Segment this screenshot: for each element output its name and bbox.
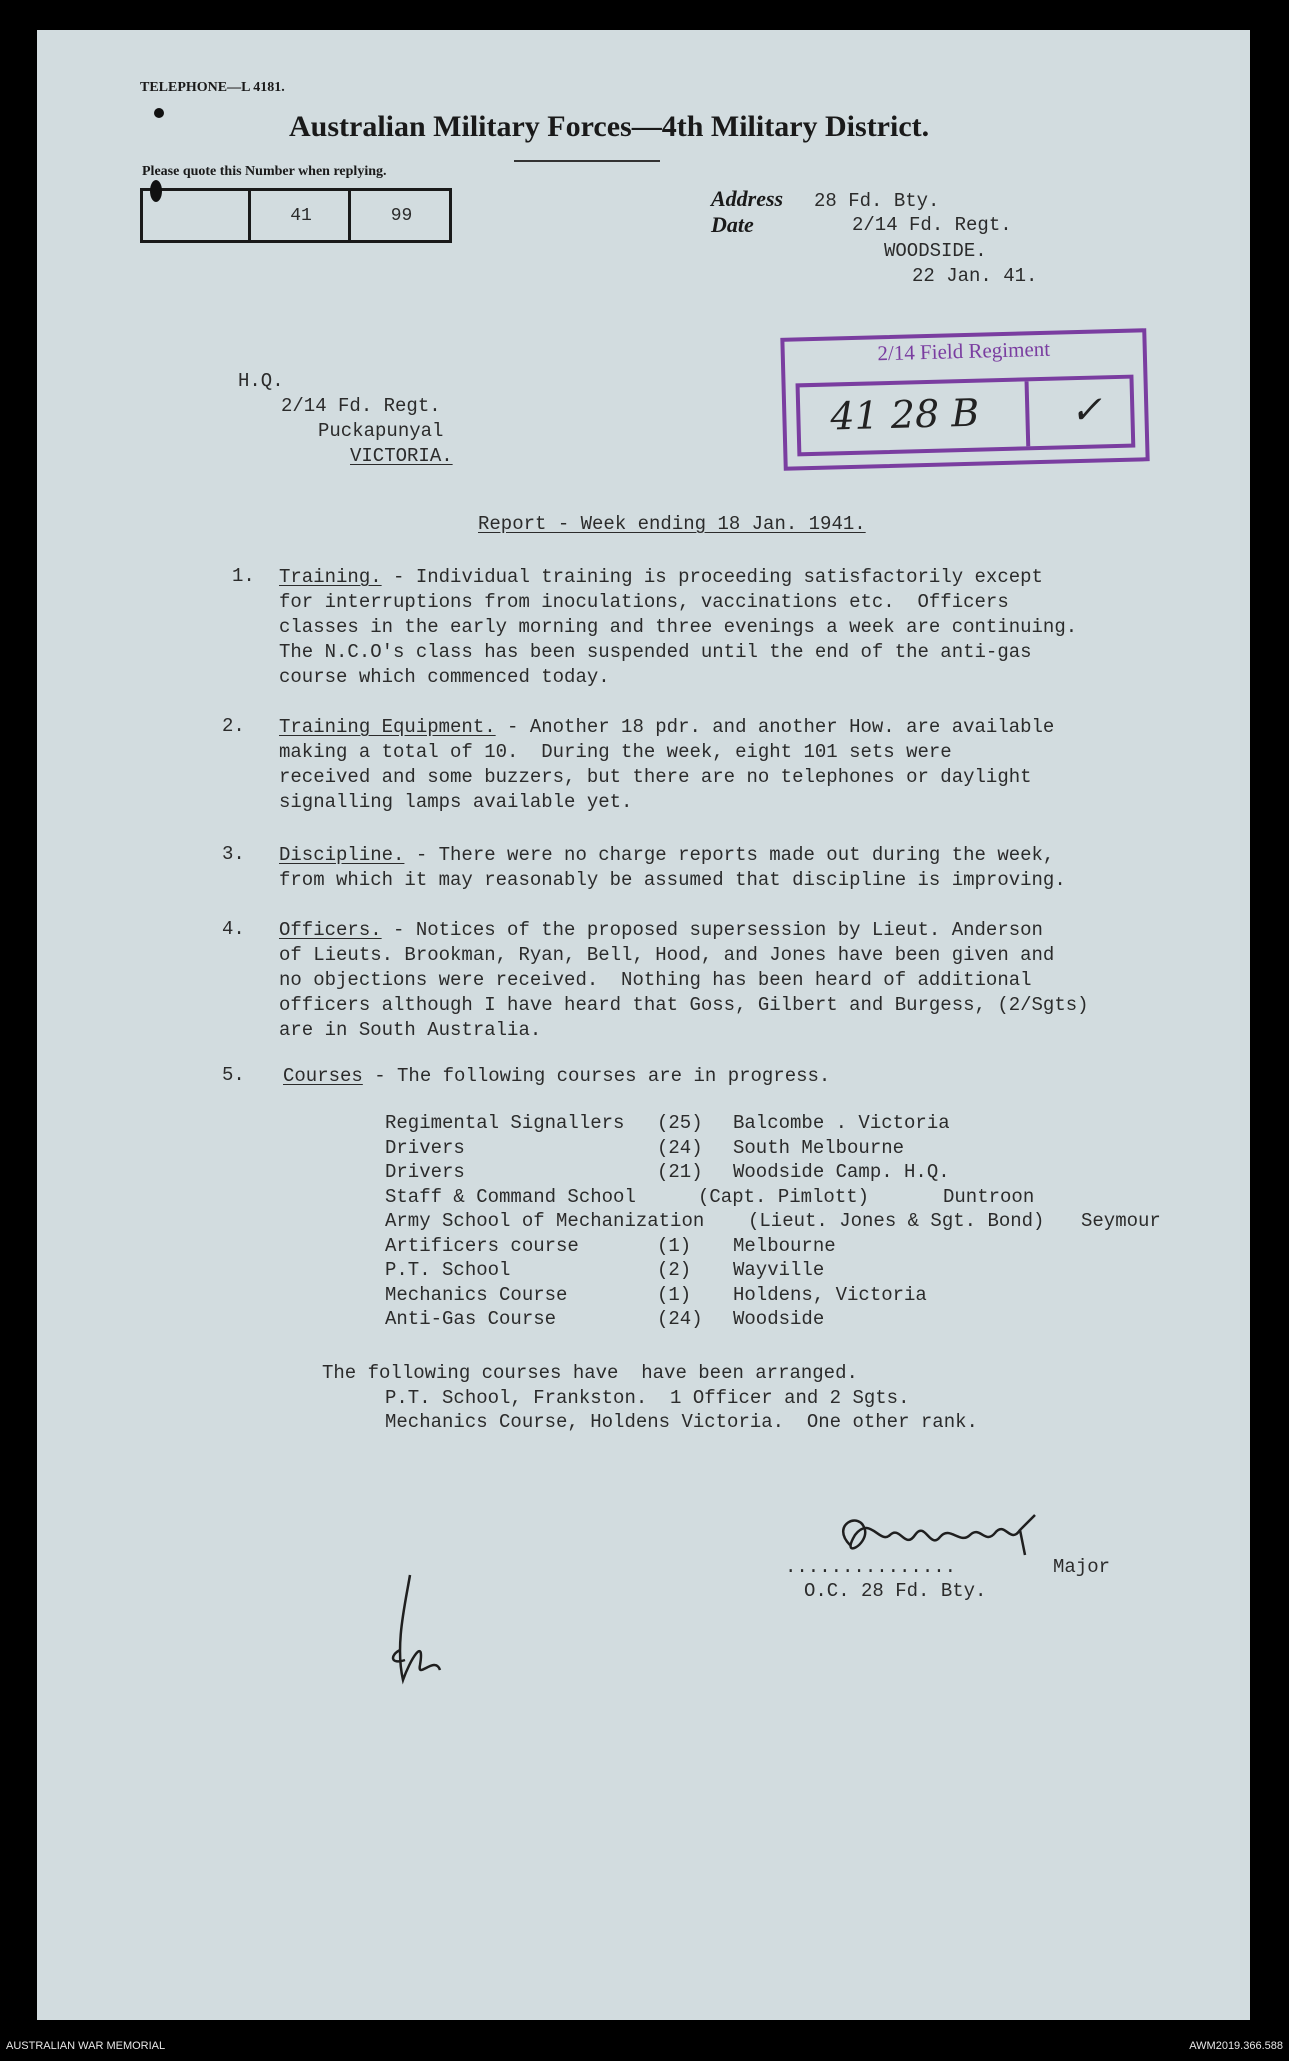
paragraph-line: The N.C.O's class has been suspended until the end of the anti-gas [279,641,1032,663]
course-place: Balcombe . Victoria [733,1112,950,1134]
paragraph-heading: Courses [283,1065,363,1087]
recipient-line-2: 2/14 Fd. Regt. [281,395,441,417]
course-count: (25) [657,1112,703,1134]
recipient-line-3: Puckapunyal [318,420,444,442]
report-title: Report - Week ending 18 Jan. 1941. [478,513,866,535]
paragraph-number: 5. [222,1064,245,1086]
footer-archive-name: AUSTRALIAN WAR MEMORIAL [6,2040,166,2052]
course-name: Artificers course [385,1234,579,1257]
recipient-line-4: VICTORIA. [350,445,453,467]
telephone-line: TELEPHONE—L 4181. [140,80,285,95]
course-place: Woodside [733,1308,825,1330]
reference-number-box [140,188,452,243]
course-name: Regimental Signallers [385,1112,625,1134]
paragraph-body: - Notices of the proposed supersession by Lieut. Anderson of Lieuts. Brookman, Ryan, Bell, Hood, and Jones have been given and no objections were received. Nothing has been heard of additional officers although I have heard that Goss, Gilbert and Burgess, (2/Sgts) are in South Australia. [279,919,1089,1041]
course-name: P.T. School [385,1259,511,1281]
stamp-inner-box [796,375,1136,457]
course-name: Mechanics Course [385,1283,568,1306]
paragraph-number: 4. [222,918,245,940]
signature-dots: ............... [785,1556,957,1578]
paragraph-line: course which commenced today. [279,666,610,688]
paragraph-line: classes in the early morning and three evenings a week are continuing. [279,616,1078,638]
paragraph-heading: Training. [279,566,382,588]
paragraph-number: 2. [222,715,245,737]
arranged-item: P.T. School, Frankston. 1 Officer and 2 Sgts. [385,1387,910,1409]
stamp-check-mark: ✓ [1069,387,1103,433]
course-name: Drivers [385,1161,465,1183]
date-label: Date [711,212,754,237]
paragraph-1 [279,565,1077,690]
course-count: (1) [657,1283,692,1306]
course-count: (2) [657,1259,692,1281]
course-place: Wayville [733,1259,825,1281]
paragraph-2 [279,715,1054,815]
paragraph-number: 1. [232,565,255,587]
paragraph-body: - There were no charge reports made out during the week, from which it may reasonably be assumed that discipline is improving. [279,844,1066,891]
course-count: (21) [657,1161,703,1183]
course-place: Holdens, Victoria [733,1283,927,1306]
signature-rank: Major [1053,1556,1111,1578]
paragraph-body: - The following courses are in progress. [362,1065,831,1087]
letterhead-title: Australian Military Forces—4th Military District. [289,110,930,143]
title-rule [514,160,660,162]
ref-cell-2: 41 [248,191,351,240]
course-name: Anti-Gas Course [385,1308,557,1330]
quote-label: Please quote this Number when replying. [142,164,387,179]
stamp-number: 41 28 B [829,390,980,439]
course-count: (Lieut. Jones & Sgt. Bond) [748,1210,1045,1232]
paragraph-5 [283,1064,830,1089]
paragraph-3 [279,843,1066,893]
arranged-intro: The following courses have have been arranged. [322,1362,858,1384]
paragraph-number: 3. [222,843,245,865]
course-name: Drivers [385,1136,465,1159]
handwritten-initials [385,1565,455,1695]
paragraph-heading: Officers. [279,919,382,941]
paragraph-heading: Training Equipment. [279,716,496,738]
address-line-3: WOODSIDE. [884,240,987,262]
address-line-4: 22 Jan. 41. [912,265,1038,287]
punch-mark [154,108,164,118]
course-place: Melbourne [733,1234,836,1257]
address-line-1: 28 Fd. Bty. [814,190,940,212]
ref-cell-3: 99 [348,191,452,240]
punch-mark [150,180,162,202]
address-line-2: 2/14 Fd. Regt. [852,214,1012,236]
course-count: (24) [657,1308,703,1330]
address-label: Address [711,186,784,211]
course-count: (1) [657,1234,692,1257]
paragraph-line: - Individual training is proceeding satisfactorily except [381,566,1043,588]
regiment-stamp [780,328,1149,471]
course-name: Staff & Command School [385,1185,636,1208]
course-place: Woodside Camp. H.Q. [733,1161,950,1183]
paragraph-line: for interruptions from inoculations, vaccinations etc. Officers [279,591,1009,613]
paragraph-body: - Another 18 pdr. and another How. are available making a total of 10. During the week, eight 101 sets were received and some buzzers, but there are no telephones or daylight signalling lamps available yet. [279,716,1055,813]
recipient-line-1: H.Q. [238,370,284,392]
course-count: (24) [657,1136,703,1159]
course-name: Army School of Mechanization [385,1210,705,1232]
stamp-title: 2/14 Field Regiment [877,336,1051,366]
footer-item-id: AWM2019.366.588 [1189,2040,1283,2052]
course-count: (Capt. Pimlott) [698,1185,870,1208]
stamp-divider [1025,381,1031,446]
signature-title: O.C. 28 Fd. Bty. [804,1580,987,1602]
course-place: Seymour [1081,1210,1161,1232]
course-place: Duntroon [943,1185,1035,1208]
arranged-item: Mechanics Course, Holdens Victoria. One other rank. [385,1411,978,1433]
course-place: South Melbourne [733,1136,905,1159]
paragraph-heading: Discipline. [279,844,405,866]
paragraph-4 [279,918,1089,1043]
